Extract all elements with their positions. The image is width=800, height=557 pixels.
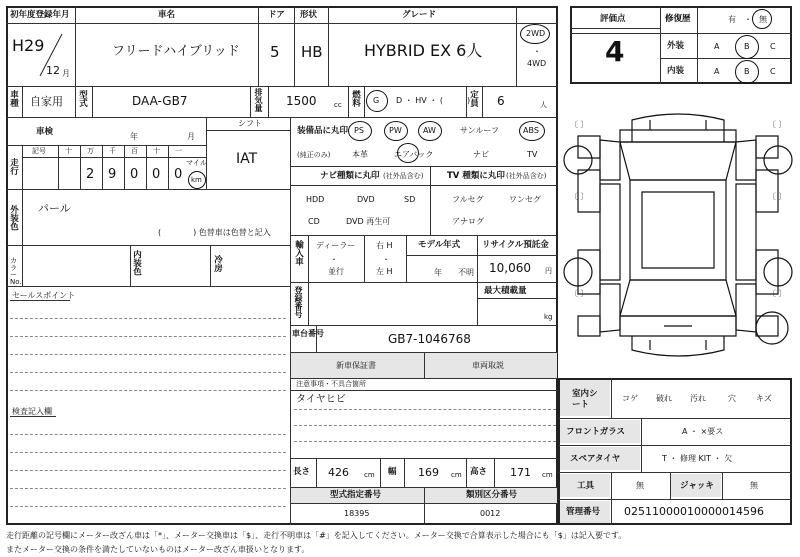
- type-no-value: 18395: [344, 509, 370, 518]
- model-year-unit: 年: [434, 268, 442, 277]
- inspector-label: 検査記入欄: [12, 407, 52, 416]
- row-divider: [290, 185, 558, 186]
- capacity-value: 6: [497, 94, 505, 108]
- digit-header: 十: [65, 147, 72, 155]
- ruled-line: [10, 488, 286, 489]
- recycle-label: リサイクル預託金: [482, 240, 549, 250]
- col-divider: [22, 145, 23, 189]
- ruled-line: [10, 434, 286, 435]
- nav-cd: CD: [308, 217, 320, 226]
- import-left-h: 左 H: [376, 267, 393, 276]
- left-block-divider: [290, 117, 291, 525]
- mileage-digit: 0: [130, 167, 139, 182]
- shaken-month-unit: 月: [187, 132, 195, 141]
- car-name: フリードハイブリッド: [112, 44, 240, 59]
- height-value: 171: [510, 466, 531, 479]
- col-divider: [250, 86, 251, 117]
- nav-dvd: DVD: [357, 195, 375, 204]
- row-divider: [6, 286, 290, 287]
- ext-color-value: パール: [38, 202, 71, 215]
- seat-option: コゲ: [622, 394, 638, 403]
- door-label: ドア: [268, 10, 285, 20]
- digit-header: 千: [109, 147, 116, 155]
- width-label: 幅: [388, 467, 397, 477]
- shift-value: IAT: [236, 151, 258, 167]
- col-divider: [75, 6, 76, 86]
- row-divider: [6, 86, 558, 87]
- row-divider: [558, 445, 792, 446]
- row-divider: [406, 255, 558, 256]
- col-divider: [466, 458, 467, 487]
- repair-no: 無: [759, 15, 767, 24]
- recycle-amount: 10,060: [489, 261, 531, 275]
- windshield-label: フロントガラス: [566, 427, 625, 437]
- digit-header: 一: [175, 147, 182, 155]
- col-divider: [404, 458, 405, 487]
- row-divider: [6, 145, 206, 146]
- rating-divider: [570, 28, 660, 29]
- person-unit: 人: [540, 101, 547, 109]
- class-no-value: 0012: [480, 509, 501, 518]
- main-sheet-frame: [6, 6, 558, 525]
- model-year-unknown: 不明: [458, 268, 474, 277]
- digit-divider: [168, 145, 169, 189]
- mileage-digit: 0: [152, 167, 161, 182]
- equip-abs: ABS: [523, 126, 539, 135]
- height-unit: cm: [542, 471, 553, 479]
- col-divider: [308, 235, 309, 282]
- equipment-sub-label: (純正のみ): [297, 151, 331, 159]
- score-value: 4: [605, 35, 625, 68]
- class-no-label: 類別区分番号: [466, 490, 518, 500]
- repair-yes: 有: [728, 15, 736, 24]
- col-divider: [516, 6, 517, 86]
- first-reg-label: 初年度登録年月: [10, 10, 70, 20]
- mgmt-value: 02511000010000014596: [624, 505, 764, 518]
- col-divider: [22, 86, 23, 117]
- doors-value: 5: [270, 43, 280, 61]
- windshield-options: A ・ ×要ス: [682, 427, 724, 436]
- import-parallel: 並行: [328, 267, 344, 276]
- row-divider: [558, 499, 792, 500]
- row-divider: [6, 117, 558, 118]
- tv-note: (社外品含む): [506, 172, 547, 180]
- row-divider: [290, 325, 558, 326]
- tv-oneseg: ワンセグ: [509, 195, 541, 204]
- ruled-line: [10, 372, 286, 373]
- row-divider: [10, 416, 56, 417]
- col-divider: [75, 86, 76, 117]
- diagram-mark: 〔 〕: [570, 120, 589, 129]
- type-no-label: 型式指定番号: [330, 490, 382, 500]
- exterior-label: 外装: [667, 41, 685, 51]
- col-divider: [268, 86, 269, 117]
- tv-label: TV 種類に丸印: [447, 171, 505, 181]
- digit-divider: [58, 145, 59, 189]
- digit-header: 十: [153, 147, 160, 155]
- row-divider: [558, 472, 792, 473]
- yen-unit: 円: [545, 267, 552, 275]
- rating-divider: [660, 6, 661, 84]
- row-divider: [206, 130, 290, 131]
- fuel-g: G: [373, 96, 380, 105]
- header-divider: [6, 23, 558, 24]
- shape-label: 形状: [300, 10, 318, 20]
- import-right-h: 右 H: [376, 241, 393, 250]
- col-divider: [722, 472, 723, 499]
- row-divider: [558, 418, 792, 419]
- row-divider: [290, 235, 558, 236]
- col-divider: [482, 86, 483, 117]
- import-dot: ・: [330, 255, 338, 264]
- capacity-label: 定員: [468, 90, 479, 107]
- shaken-year-unit: 年: [130, 132, 138, 141]
- grade-value: HYBRID EX 6人: [364, 41, 483, 60]
- jack-label: ジャッキ: [680, 481, 714, 491]
- import-dealer: ディーラー: [316, 241, 356, 250]
- col-divider: [258, 6, 259, 86]
- col-divider: [611, 472, 612, 525]
- km-label: km: [191, 176, 202, 184]
- footer-note-1: 走行距離の記号欄にメーター改ざん車は「*」、メーター交換車は「$」、走行不明車は「#」を記入してください。メーター交換で合算表示した場合にも「$」は記入要です。: [6, 531, 627, 540]
- mile-label: マイル: [186, 159, 207, 167]
- drive-dot: ・: [533, 47, 541, 56]
- col-divider: [494, 458, 495, 487]
- seat-option: 汚れ: [690, 394, 706, 403]
- width-unit: cm: [451, 471, 462, 479]
- length-value: 426: [328, 466, 349, 479]
- shaken-label: 車検: [36, 127, 54, 137]
- rating-divider: [570, 33, 792, 34]
- chassis-label-text: 車台番号: [292, 329, 324, 338]
- seat-option: 穴: [728, 394, 736, 403]
- month-unit: 月: [62, 69, 70, 78]
- row-divider: [290, 166, 558, 167]
- tv-fullseg: フルセグ: [452, 195, 484, 204]
- seat-label: 室内シート: [572, 389, 598, 410]
- row-divider: [290, 390, 558, 391]
- length-unit: cm: [364, 471, 375, 479]
- cooler-label: 冷房: [212, 255, 223, 272]
- digit-header: 百: [131, 147, 138, 155]
- spare-options: T ・ 修理 KIT ・ 欠: [662, 454, 733, 463]
- row-divider: [22, 157, 206, 158]
- displacement-label: 排気量: [254, 88, 263, 112]
- ext-color-label: 外装色: [8, 205, 19, 231]
- displacement-value: 1500: [286, 94, 317, 108]
- shift-label: シフト: [238, 119, 262, 128]
- import-label: 輸入車: [293, 240, 304, 266]
- ruled-line: [10, 390, 286, 391]
- row-divider: [290, 378, 558, 379]
- col-divider: [641, 418, 642, 472]
- col-divider: [364, 235, 365, 282]
- col-divider: [348, 86, 349, 117]
- equip-airbag: エアバック: [394, 150, 434, 159]
- tv-analog: アナログ: [452, 217, 484, 226]
- digit-divider: [124, 145, 125, 189]
- interior-grade-a: A: [714, 67, 720, 76]
- model-value: DAA-GB7: [132, 94, 188, 108]
- row-divider: [477, 298, 558, 299]
- color-change-note: ( ) 色替車は色替と記入: [158, 228, 271, 237]
- equip-sunroof: サンルーフ: [460, 126, 499, 135]
- interior-label: 内装: [667, 66, 685, 76]
- usage-label: 車種: [8, 90, 19, 107]
- row-divider: [290, 458, 558, 459]
- ruled-line: [10, 470, 286, 471]
- car-damage-diagram: [560, 100, 796, 372]
- diagram-mark: 〔 〕: [768, 120, 787, 129]
- diagram-mark: 〔 〕: [570, 192, 589, 201]
- nav-hdd: HDD: [306, 195, 325, 204]
- col-divider: [430, 166, 431, 235]
- mileage-digit: 9: [108, 167, 117, 182]
- warranty-label: 新車保証書: [336, 361, 376, 370]
- usage-value: 自家用: [30, 95, 63, 108]
- first-reg-month: 12: [46, 64, 60, 77]
- kg-unit: kg: [544, 313, 553, 321]
- nav-label: ナビ種類に丸印: [320, 171, 380, 181]
- digit-divider: [146, 145, 147, 189]
- diagram-mark: 〔 〕: [570, 289, 589, 298]
- import-dot2: ・: [382, 255, 390, 264]
- col-divider: [294, 6, 295, 86]
- interior-grade-c: C: [770, 67, 776, 76]
- digit-divider: [80, 145, 81, 189]
- col-divider: [316, 458, 317, 487]
- cc-unit: cc: [334, 101, 342, 109]
- nav-sd: SD: [404, 195, 416, 204]
- ruled-line: [294, 441, 556, 442]
- drive-2wd: 2WD: [526, 29, 546, 38]
- drive-4wd: 4WD: [527, 59, 547, 68]
- equip-pw: PW: [389, 126, 402, 135]
- nav-note: (社外品含む): [383, 172, 424, 180]
- notes-label: 注意事項・不具合箇所: [296, 380, 366, 388]
- tools-value: 無: [636, 481, 644, 490]
- footer-note-2: またメーター交換の条件を満たしていないものはメーター改ざん車扱いとなります。: [6, 545, 310, 554]
- score-label: 評価点: [600, 14, 626, 24]
- model-label: 型式: [77, 90, 88, 107]
- interior-b-circle: [735, 60, 759, 84]
- length-label: 長さ: [293, 467, 311, 477]
- col-divider: [611, 378, 612, 418]
- col-divider: [206, 117, 207, 189]
- ruled-line: [10, 318, 286, 319]
- mileage-digit: 0: [174, 167, 183, 182]
- registration-label: 登録番号: [294, 286, 303, 318]
- equipment-label: 装備品に丸印: [297, 126, 349, 136]
- col-divider: [328, 6, 329, 86]
- col-divider: [364, 86, 365, 117]
- width-value: 169: [418, 466, 439, 479]
- col-divider: [406, 235, 407, 282]
- equip-ps: PS: [354, 126, 364, 135]
- repair-label: 修復歴: [665, 14, 691, 24]
- col-divider: [380, 458, 381, 487]
- exterior-grade-c: C: [770, 42, 776, 51]
- exterior-grade-b: B: [744, 42, 750, 51]
- col-divider: [210, 245, 211, 286]
- ruled-line: [10, 354, 286, 355]
- manual-label: 車両取説: [472, 361, 504, 370]
- exterior-b-circle: [735, 35, 759, 59]
- mileage-digit: 2: [86, 167, 95, 182]
- digit-header: 万: [87, 147, 94, 155]
- max-load-label: 最大積載量: [484, 286, 527, 296]
- digit-divider: [102, 145, 103, 189]
- diagram-mark: 〔 〕: [768, 289, 787, 298]
- spare-label: スペアタイヤ: [570, 454, 621, 464]
- model-year-label: モデル年式: [418, 240, 461, 250]
- ruled-line: [10, 452, 286, 453]
- row-divider: [10, 300, 70, 301]
- sales-point-label: セールスポイント: [12, 291, 76, 300]
- seat-option: 破れ: [656, 394, 672, 403]
- repair-dot: ・: [744, 15, 752, 24]
- rating-divider: [697, 6, 698, 84]
- repair-no-circle: [752, 9, 772, 29]
- car-name-label: 車名: [158, 10, 176, 20]
- equip-tv: TV: [527, 150, 538, 159]
- col-divider: [130, 245, 131, 286]
- equip-navi: ナビ: [473, 150, 489, 159]
- seat-option: キズ: [756, 394, 772, 403]
- diagram-mark: 〔 〕: [768, 192, 787, 201]
- color-no-label: カラーNo.: [10, 257, 22, 286]
- col-divider: [477, 235, 478, 325]
- fuel-label: 燃料: [350, 90, 361, 107]
- rating-divider: [660, 58, 792, 59]
- fuel-options: D ・ HV ・ ( ): [396, 96, 471, 105]
- equip-aw: AW: [423, 126, 436, 135]
- col-divider: [92, 86, 93, 117]
- mgmt-label: 管理番号: [566, 507, 601, 517]
- jack-value: 無: [750, 481, 758, 490]
- grade-label: グレード: [402, 10, 437, 20]
- equip-leather: 本革: [352, 150, 368, 159]
- ruled-line: [10, 336, 286, 337]
- col-divider: [308, 282, 309, 325]
- notes-value: タイヤヒビ: [296, 394, 346, 405]
- kigo-label: 記号: [32, 147, 46, 155]
- row-divider: [6, 245, 290, 246]
- height-label: 高さ: [470, 467, 488, 477]
- tools-label: 工具: [577, 481, 595, 491]
- col-divider: [670, 472, 671, 499]
- ruled-line: [10, 506, 286, 507]
- chassis-value: GB7-1046768: [388, 332, 471, 346]
- row-divider: [290, 282, 558, 283]
- int-color-label: 内装色: [131, 250, 142, 276]
- row-divider: [6, 189, 290, 190]
- nav-dvd-play: DVD 再生可: [346, 217, 391, 226]
- interior-grade-b: B: [744, 67, 750, 76]
- ruled-line: [294, 425, 556, 426]
- first-reg-year: H29: [12, 36, 45, 55]
- col-divider: [22, 189, 23, 286]
- shape-value: HB: [301, 43, 323, 61]
- ruled-line: [294, 409, 556, 410]
- mileage-label: 走行: [8, 158, 19, 175]
- exterior-grade-a: A: [714, 42, 720, 51]
